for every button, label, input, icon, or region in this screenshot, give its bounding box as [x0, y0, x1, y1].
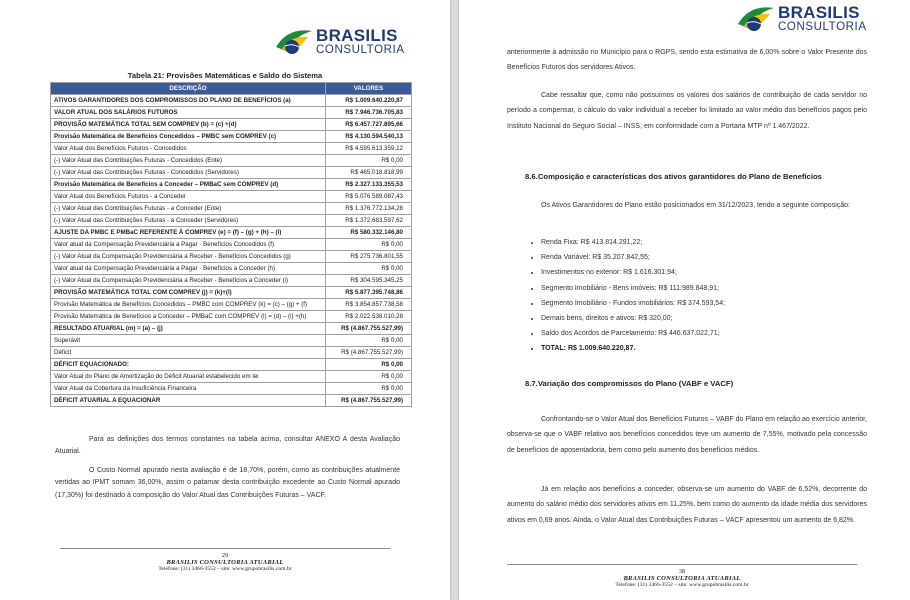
row-description: Provisão Matemática de Benefícios Concedidos – PMBC com COMPREV (k) = (c) – (g) + (f)	[51, 299, 326, 311]
table-row	[51, 371, 412, 383]
row-description: DÉFICIT ATUARIAL A EQUACIONAR	[51, 395, 326, 407]
page-number: 38	[678, 568, 686, 575]
row-value: R$ 1.376.772.134,28	[326, 203, 412, 215]
row-value: R$ 7.946.736.705,83	[326, 107, 412, 119]
table-row	[51, 227, 412, 239]
table-row	[51, 383, 412, 395]
table-row	[51, 239, 412, 251]
table-row	[51, 155, 412, 167]
row-value: R$ 2.327.133.355,53	[326, 179, 412, 191]
row-value: R$ 0,00	[326, 335, 412, 347]
table-row	[51, 215, 412, 227]
row-value: R$ 5.877.395.748,86	[326, 287, 412, 299]
brasilis-logo	[274, 25, 405, 59]
footer-company: BRASILIS CONSULTORIA ATUARIAL	[166, 559, 284, 566]
table-caption: Tabela 21: Provisões Matemáticas e Saldo do Sistema	[127, 71, 323, 80]
footer-company: BRASILIS CONSULTORIA ATUARIAL	[623, 575, 741, 582]
paragraph-ativos-text: Os Ativos Garantidores do Plano estão posicionados em 31/12/2023, tendo a seguinte composição:	[541, 202, 850, 209]
table-row	[51, 347, 412, 359]
footer-contact: Telefone: (31) 3466-3552 – site: www.grupobrasilis.com.br	[615, 582, 749, 588]
row-value: R$ 1.009.640.220,87	[326, 95, 412, 107]
provisions-table	[50, 82, 412, 407]
asset-list-item: • Segmento Imobiliário - Fundos imobiliários: R$ 374.593,54;	[541, 296, 725, 311]
row-value: R$ (4.867.755.527,99)	[326, 395, 412, 407]
table-row	[51, 275, 412, 287]
paragraph-cabe	[507, 88, 867, 134]
row-description: (-) Valor Atual das Contribuições Futuras - a Conceder (Ente)	[51, 203, 326, 215]
header-values: VALORES	[326, 83, 412, 95]
row-value: R$ 0,00	[326, 239, 412, 251]
row-value: R$ 5.076.589.087,43	[326, 191, 412, 203]
row-value: R$ (4.867.755.527,99)	[326, 323, 412, 335]
table-row	[51, 95, 412, 107]
provisions-table-body	[51, 95, 412, 407]
row-value: R$ 304.595.345,25	[326, 275, 412, 287]
table-row	[51, 299, 412, 311]
row-description: Valor atual da Compensação Previdenciária a Pagar - Benefícios Concedidos (f)	[51, 239, 326, 251]
asset-list-item: • Segmento Imobiliário - Bens imóveis: R$ 111.989.848,91;	[541, 281, 725, 296]
row-value: R$ (4.867.755.527,99)	[326, 347, 412, 359]
paragraph-rgps: anteriormente à admissão no Município para o RGPS, sendo esta estimativa de 6,00% sobre o Valor Presente dos Benefícios Futuros dos servidores Ativos.	[507, 49, 867, 72]
footer-p2	[507, 564, 857, 588]
row-description: Valor Atual dos Benefícios Futuros - a Conceder	[51, 191, 326, 203]
footer-contact: Telefone: (31) 3466-3552 – site: www.grupobrasilis.com.br	[158, 566, 292, 572]
asset-list-item: • Demais bens, direitos e ativos: R$ 320,00;	[541, 311, 725, 326]
footer-rule	[60, 548, 390, 549]
row-value: R$ 0,00	[326, 155, 412, 167]
table-row	[51, 167, 412, 179]
table-row	[51, 143, 412, 155]
row-value: R$ 4.595.613.359,12	[326, 143, 412, 155]
asset-list-item: • TOTAL: R$ 1.009.640.220,87.	[541, 341, 725, 356]
row-description: (-) Valor Atual da Compensação Previdenciária a Receber - Benefícios a Conceder (i)	[51, 275, 326, 287]
asset-list-item: • Investimentos no exterior: R$ 1.616.301,94;	[541, 265, 725, 280]
row-value: R$ 4.130.594.540,13	[326, 131, 412, 143]
paragraph-vabf1	[507, 412, 867, 458]
row-description: PROVISÃO MATEMÁTICA TOTAL SEM COMPREV (b) = (c) +(d)	[51, 119, 326, 131]
row-description: Valor Atual do Plano de Amortização do Déficit Atuarial estabelecido em lei	[51, 371, 326, 383]
table-row	[51, 263, 412, 275]
table-row	[51, 359, 412, 371]
logo-line2: CONSULTORIA	[316, 44, 405, 57]
table-row	[51, 287, 412, 299]
row-value: R$ 3.854.857.738,58	[326, 299, 412, 311]
document-page-38	[459, 0, 910, 600]
paragraph-definitions: Para as definições dos termos constantes na tabela acima, consultar ANEXO A desta Avaliação Atuarial.	[55, 436, 400, 456]
logo-line2: CONSULTORIA	[778, 21, 867, 34]
row-value: R$ 580.332.146,80	[326, 227, 412, 239]
row-description: Superávit	[51, 335, 326, 347]
table-row	[51, 395, 412, 407]
row-description: Valor atual da Compensação Previdenciária a Pagar - Benefícios a Conceder (h)	[51, 263, 326, 275]
paragraph-vabf2	[507, 482, 867, 528]
table-row	[51, 323, 412, 335]
logo-line1: BRASILIS	[778, 3, 860, 23]
row-description: DÉFICIT EQUACIONADO:	[51, 359, 326, 371]
table-row	[51, 311, 412, 323]
row-description: Déficit	[51, 347, 326, 359]
row-description: (-) Valor Atual das Contribuições Futuras - Concedidos (Servidores)	[51, 167, 326, 179]
header-description: DESCRIÇÃO	[51, 83, 326, 95]
table-row	[51, 119, 412, 131]
row-value: R$ 0,00	[326, 263, 412, 275]
row-description: AJUSTE DA PMBC E PMBaC REFERENTE À COMPREV (e) = (f) – (g) + (h) – (i)	[51, 227, 326, 239]
asset-list-item: • Saldo dos Acordos de Parcelamento: R$ 446.637.022,71;	[541, 326, 725, 341]
row-value: R$ 0,00	[326, 383, 412, 395]
paragraph-cabe-text: Cabe ressaltar que, como não possuímos os valores dos salários de contribuição de cada servidor no período a compensar, o cálculo do valor individual a receber foi limitado ao valor médio dos benefícios pagos pelo Instituto Nacional do Seguro Social – INSS, em conformidade com a Portaria MTP nº 1.467/2022.	[507, 92, 867, 130]
paragraph-ativos	[507, 198, 867, 213]
table-row	[51, 251, 412, 263]
row-description: (-) Valor Atual das Contribuições Futuras - a Conceder (Servidores)	[51, 215, 326, 227]
row-description: Valor Atual da Cobertura da Insuficiência Financeira	[51, 383, 326, 395]
document-page-29	[0, 0, 450, 600]
row-description: Provisão Matemática de Benefícios a Conceder – PMBaC com COMPREV (l) = (d) – (i) +(h)	[51, 311, 326, 323]
asset-list-item: • Renda Fixa: R$ 413.814.291,22;	[541, 235, 725, 250]
paragraph-vabf2-text: Já em relação aos benefícios a conceder, observa-se um aumento do VABF de 6,52%, decorrente do aumento do salário médio dos servidores ativos em 11,25%, bem como do aumento da idade média dos servidores ativos em 0,69 anos. Ainda, o Valor Atual das Contribuições Futuras – VACF apresentou um aumento de 6,82%.	[507, 486, 867, 524]
row-value: R$ 275.736.801,55	[326, 251, 412, 263]
row-description: ATIVOS GARANTIDORES DOS COMPROMISSOS DO PLANO DE BENEFÍCIOS (a)	[51, 95, 326, 107]
brasilis-flag-icon	[274, 25, 314, 59]
footer-p1	[60, 548, 390, 572]
row-value: R$ 0,00	[326, 359, 412, 371]
asset-list-item: • Renda Variável: R$ 35.207.842,55;	[541, 250, 725, 265]
row-value: R$ 2.022.538.010,28	[326, 311, 412, 323]
row-value: R$ 465.018.818,99	[326, 167, 412, 179]
section-heading-8-6: 8.6.Composição e características dos ativos garantidores do Plano de Benefícios	[525, 172, 822, 181]
row-description: (-) Valor Atual da Compensação Previdenciária a Receber - Benefícios Concedidos (g)	[51, 251, 326, 263]
table-row	[51, 131, 412, 143]
table-row	[51, 203, 412, 215]
row-value: R$ 6.457.727.895,66	[326, 119, 412, 131]
footer-rule	[507, 564, 857, 565]
row-description: RESULTADO ATUARIAL (m) = (a) – (j)	[51, 323, 326, 335]
brasilis-logo	[736, 2, 867, 36]
paragraph-top	[507, 45, 867, 76]
table-row	[51, 107, 412, 119]
table-header-row	[51, 83, 412, 95]
row-value: R$ 0,00	[326, 371, 412, 383]
row-value: R$ 1.372.683.597,62	[326, 215, 412, 227]
row-description: Provisão Matemática de Benefícios Concedidos – PMBC sem COMPREV (c)	[51, 131, 326, 143]
row-description: Valor Atual dos Benefícios Futuros - Concedidos	[51, 143, 326, 155]
page-number: 29	[221, 552, 229, 559]
table-row	[51, 191, 412, 203]
table-row	[51, 179, 412, 191]
logo-line1: BRASILIS	[316, 26, 398, 46]
row-description: (-) Valor Atual das Contribuições Futuras - Concedidos (Ente)	[51, 155, 326, 167]
paragraph-custo-normal: O Custo Normal apurado nesta avaliação é de 18,70%, porém, como as contribuições atualmente vertidas ao IPMT somam 36,00%, assim o patamar desta contribuição excedente ao Custo Normal apurado (17,30%) foi destinado à composição do Valor Atual das Contribuições Futuras – VACF.	[55, 466, 400, 499]
paragraph-vabf1-text: Confrontando-se o Valor Atual dos Benefícios Futuros – VABF do Plano em relação ao exercício anterior, observa-se que o VABF relativo aos benefícios concedidos teve um aumento de 7,55%, motivado pela concessão de benefícios de aposentadoria, bem como pelo aumento dos benefícios médios.	[507, 416, 867, 454]
brasilis-flag-icon	[736, 2, 776, 36]
row-description: Provisão Matemática de Benefícios a Conceder – PMBaC sem COMPREV (d)	[51, 179, 326, 191]
row-description: PROVISÃO MATEMÁTICA TOTAL COM COMPREV (j) = (k)+(l)	[51, 287, 326, 299]
asset-list	[525, 235, 725, 357]
body-text-p1	[55, 434, 400, 502]
table-row	[51, 335, 412, 347]
row-description: VALOR ATUAL DOS SALÁRIOS FUTUROS	[51, 107, 326, 119]
section-heading-8-7: 8.7.Variação dos compromissos do Plano (VABF e VACF)	[525, 379, 734, 388]
